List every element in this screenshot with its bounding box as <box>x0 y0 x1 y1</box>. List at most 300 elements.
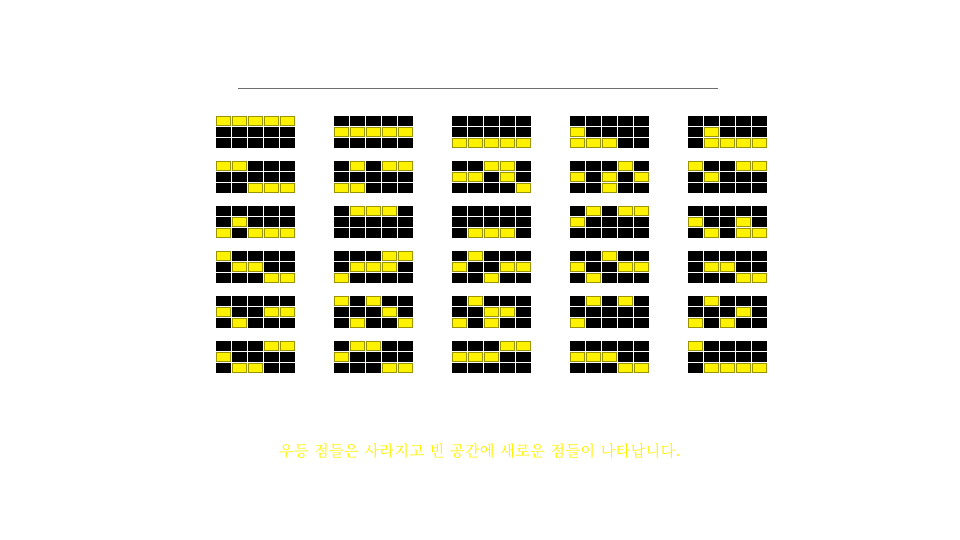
lit-cell <box>736 138 751 148</box>
dark-cell <box>366 251 381 261</box>
lit-cell <box>500 262 515 272</box>
dark-cell <box>516 318 531 328</box>
pattern-16 <box>216 251 296 284</box>
dark-cell <box>232 183 247 193</box>
lit-cell <box>468 228 483 238</box>
dark-cell <box>468 206 483 216</box>
pattern-11 <box>216 206 296 239</box>
lit-cell <box>618 206 633 216</box>
dark-cell <box>752 262 767 272</box>
lit-cell <box>484 161 499 171</box>
dark-cell <box>570 341 585 351</box>
dark-cell <box>586 217 601 227</box>
lit-cell <box>350 183 365 193</box>
lit-cell <box>752 138 767 148</box>
dark-cell <box>350 352 365 362</box>
dark-cell <box>280 217 295 227</box>
dark-cell <box>484 172 499 182</box>
dark-cell <box>366 352 381 362</box>
lit-cell <box>452 352 467 362</box>
dark-cell <box>468 161 483 171</box>
lit-cell <box>264 116 279 126</box>
dark-cell <box>248 318 263 328</box>
lit-cell <box>484 138 499 148</box>
lit-cell <box>752 161 767 171</box>
pattern-20 <box>688 251 768 284</box>
dark-cell <box>232 127 247 137</box>
pattern-4 <box>570 116 650 149</box>
dark-cell <box>452 251 467 261</box>
lit-cell <box>334 127 349 137</box>
lit-cell <box>602 352 617 362</box>
dark-cell <box>334 217 349 227</box>
dark-cell <box>704 341 719 351</box>
dark-cell <box>264 172 279 182</box>
lit-cell <box>350 341 365 351</box>
dark-cell <box>334 206 349 216</box>
dark-cell <box>248 161 263 171</box>
lit-cell <box>736 307 751 317</box>
dark-cell <box>398 262 413 272</box>
pattern-19 <box>570 251 650 284</box>
dark-cell <box>516 352 531 362</box>
lit-cell <box>216 307 231 317</box>
dark-cell <box>516 273 531 283</box>
dark-cell <box>736 183 751 193</box>
dark-cell <box>586 341 601 351</box>
dark-cell <box>570 296 585 306</box>
lit-cell <box>704 127 719 137</box>
lit-cell <box>232 116 247 126</box>
dark-cell <box>720 183 735 193</box>
dark-cell <box>398 172 413 182</box>
lit-cell <box>720 318 735 328</box>
dark-cell <box>398 273 413 283</box>
dark-cell <box>586 251 601 261</box>
dark-cell <box>280 251 295 261</box>
lit-cell <box>704 363 719 373</box>
dark-cell <box>720 172 735 182</box>
lit-cell <box>500 341 515 351</box>
dark-cell <box>264 161 279 171</box>
lit-cell <box>280 183 295 193</box>
lit-cell <box>570 127 585 137</box>
pattern-25 <box>688 296 768 329</box>
dark-cell <box>382 273 397 283</box>
dark-cell <box>704 307 719 317</box>
dark-cell <box>452 217 467 227</box>
dark-cell <box>704 183 719 193</box>
lit-cell <box>688 217 703 227</box>
dark-cell <box>468 307 483 317</box>
dark-cell <box>398 296 413 306</box>
dark-cell <box>688 228 703 238</box>
pattern-9 <box>570 161 650 194</box>
lit-cell <box>688 341 703 351</box>
dark-cell <box>484 251 499 261</box>
dark-cell <box>398 217 413 227</box>
dark-cell <box>452 341 467 351</box>
dark-cell <box>618 273 633 283</box>
dark-cell <box>586 363 601 373</box>
lit-cell <box>452 172 467 182</box>
lit-cell <box>382 161 397 171</box>
dark-cell <box>500 296 515 306</box>
dark-cell <box>366 228 381 238</box>
dark-cell <box>350 217 365 227</box>
dark-cell <box>688 183 703 193</box>
dark-cell <box>602 262 617 272</box>
dark-cell <box>484 116 499 126</box>
dark-cell <box>334 161 349 171</box>
dark-cell <box>586 161 601 171</box>
dark-cell <box>688 251 703 261</box>
lit-cell <box>634 363 649 373</box>
dark-cell <box>366 138 381 148</box>
lit-cell <box>720 363 735 373</box>
lit-cell <box>232 161 247 171</box>
pattern-28 <box>452 341 532 374</box>
dark-cell <box>618 341 633 351</box>
dark-cell <box>736 251 751 261</box>
dark-cell <box>618 183 633 193</box>
lit-cell <box>736 363 751 373</box>
pattern-18 <box>452 251 532 284</box>
dark-cell <box>752 116 767 126</box>
pattern-30 <box>688 341 768 374</box>
dark-cell <box>216 273 231 283</box>
dark-cell <box>752 206 767 216</box>
dark-cell <box>248 251 263 261</box>
lit-cell <box>334 273 349 283</box>
lit-cell <box>216 228 231 238</box>
dark-cell <box>334 116 349 126</box>
lit-cell <box>484 318 499 328</box>
dark-cell <box>634 341 649 351</box>
dark-cell <box>264 296 279 306</box>
dark-cell <box>602 307 617 317</box>
lit-cell <box>350 161 365 171</box>
dark-cell <box>736 116 751 126</box>
dark-cell <box>468 341 483 351</box>
dark-cell <box>216 262 231 272</box>
lit-cell <box>280 228 295 238</box>
lit-cell <box>350 206 365 216</box>
lit-cell <box>382 251 397 261</box>
lit-cell <box>570 318 585 328</box>
dark-cell <box>248 138 263 148</box>
dark-cell <box>280 352 295 362</box>
dark-cell <box>500 116 515 126</box>
lit-cell <box>570 138 585 148</box>
dark-cell <box>452 116 467 126</box>
dark-cell <box>516 116 531 126</box>
dark-cell <box>720 352 735 362</box>
lit-cell <box>248 228 263 238</box>
lit-cell <box>452 318 467 328</box>
dark-cell <box>280 127 295 137</box>
dark-cell <box>516 296 531 306</box>
dark-cell <box>602 228 617 238</box>
dark-cell <box>736 262 751 272</box>
lit-cell <box>232 363 247 373</box>
dark-cell <box>334 363 349 373</box>
lit-cell <box>516 183 531 193</box>
lit-cell <box>516 262 531 272</box>
dark-cell <box>586 307 601 317</box>
dark-cell <box>736 352 751 362</box>
dark-cell <box>752 296 767 306</box>
dark-cell <box>280 138 295 148</box>
dark-cell <box>350 228 365 238</box>
dark-cell <box>366 307 381 317</box>
dark-cell <box>334 228 349 238</box>
dark-cell <box>452 161 467 171</box>
dark-cell <box>752 318 767 328</box>
lit-cell <box>484 228 499 238</box>
dark-cell <box>452 363 467 373</box>
pattern-10 <box>688 161 768 194</box>
dark-cell <box>602 273 617 283</box>
pattern-3 <box>452 116 532 149</box>
dark-cell <box>570 228 585 238</box>
dark-cell <box>468 273 483 283</box>
pattern-15 <box>688 206 768 239</box>
dark-cell <box>280 206 295 216</box>
dark-cell <box>720 217 735 227</box>
lit-cell <box>452 262 467 272</box>
dark-cell <box>704 352 719 362</box>
dark-cell <box>500 127 515 137</box>
dark-cell <box>688 138 703 148</box>
dark-cell <box>334 172 349 182</box>
dark-cell <box>752 251 767 261</box>
lit-cell <box>688 318 703 328</box>
dark-cell <box>382 341 397 351</box>
dark-cell <box>752 341 767 351</box>
dark-cell <box>264 138 279 148</box>
dark-cell <box>570 183 585 193</box>
dark-cell <box>398 183 413 193</box>
pattern-24 <box>570 296 650 329</box>
dark-cell <box>484 183 499 193</box>
dark-cell <box>216 296 231 306</box>
dark-cell <box>264 206 279 216</box>
dark-cell <box>350 251 365 261</box>
dark-cell <box>500 251 515 261</box>
lit-cell <box>704 262 719 272</box>
lit-cell <box>398 251 413 261</box>
lit-cell <box>516 138 531 148</box>
lit-cell <box>468 172 483 182</box>
lit-cell <box>602 183 617 193</box>
lit-cell <box>618 161 633 171</box>
pattern-29 <box>570 341 650 374</box>
lit-cell <box>350 127 365 137</box>
dark-cell <box>720 307 735 317</box>
dark-cell <box>516 217 531 227</box>
lit-cell <box>366 341 381 351</box>
lit-cell <box>752 273 767 283</box>
dark-cell <box>500 363 515 373</box>
dark-cell <box>500 318 515 328</box>
pattern-6 <box>216 161 296 194</box>
dark-cell <box>350 363 365 373</box>
dark-cell <box>516 127 531 137</box>
dark-cell <box>570 251 585 261</box>
lit-cell <box>704 172 719 182</box>
dark-cell <box>736 172 751 182</box>
dark-cell <box>248 352 263 362</box>
dark-cell <box>752 172 767 182</box>
lit-cell <box>500 172 515 182</box>
dark-cell <box>248 127 263 137</box>
lit-cell <box>398 318 413 328</box>
dark-cell <box>516 363 531 373</box>
lit-cell <box>602 172 617 182</box>
pattern-5 <box>688 116 768 149</box>
dark-cell <box>232 138 247 148</box>
dark-cell <box>232 228 247 238</box>
lit-cell <box>688 161 703 171</box>
lit-cell <box>720 138 735 148</box>
dark-cell <box>602 206 617 216</box>
dark-cell <box>586 127 601 137</box>
dark-cell <box>586 228 601 238</box>
lit-cell <box>468 138 483 148</box>
lit-cell <box>382 307 397 317</box>
dark-cell <box>334 262 349 272</box>
lit-cell <box>216 251 231 261</box>
dark-cell <box>484 363 499 373</box>
lit-cell <box>570 262 585 272</box>
dark-cell <box>752 183 767 193</box>
dark-cell <box>586 116 601 126</box>
dark-cell <box>752 352 767 362</box>
dark-cell <box>382 116 397 126</box>
lit-cell <box>334 296 349 306</box>
dark-cell <box>570 161 585 171</box>
dark-cell <box>232 206 247 216</box>
pattern-7 <box>334 161 414 194</box>
lit-cell <box>248 183 263 193</box>
dark-cell <box>452 296 467 306</box>
lit-cell <box>280 116 295 126</box>
dark-cell <box>752 217 767 227</box>
lit-cell <box>280 341 295 351</box>
dark-cell <box>720 206 735 216</box>
lit-cell <box>618 296 633 306</box>
lit-cell <box>452 138 467 148</box>
lit-cell <box>704 228 719 238</box>
dark-cell <box>736 127 751 137</box>
dark-cell <box>570 273 585 283</box>
lit-cell <box>484 352 499 362</box>
lit-cell <box>350 262 365 272</box>
dark-cell <box>704 318 719 328</box>
dark-cell <box>618 318 633 328</box>
dark-cell <box>468 363 483 373</box>
lit-cell <box>366 262 381 272</box>
dark-cell <box>634 318 649 328</box>
dark-cell <box>452 206 467 216</box>
dark-cell <box>516 206 531 216</box>
dark-cell <box>382 217 397 227</box>
lit-cell <box>264 183 279 193</box>
lit-cell <box>586 138 601 148</box>
lit-cell <box>720 262 735 272</box>
dark-cell <box>602 318 617 328</box>
dark-cell <box>752 127 767 137</box>
dark-cell <box>586 183 601 193</box>
pattern-14 <box>570 206 650 239</box>
lit-cell <box>232 318 247 328</box>
dark-cell <box>232 172 247 182</box>
lit-cell <box>216 116 231 126</box>
dark-cell <box>484 127 499 137</box>
lit-cell <box>500 228 515 238</box>
dark-cell <box>704 206 719 216</box>
dark-cell <box>720 228 735 238</box>
dark-cell <box>516 172 531 182</box>
lit-cell <box>736 217 751 227</box>
dark-cell <box>634 273 649 283</box>
dark-cell <box>720 341 735 351</box>
dark-cell <box>398 352 413 362</box>
dark-cell <box>688 172 703 182</box>
lit-cell <box>468 296 483 306</box>
dark-cell <box>382 172 397 182</box>
dark-cell <box>500 273 515 283</box>
lit-cell <box>752 363 767 373</box>
dark-cell <box>334 138 349 148</box>
dark-cell <box>366 217 381 227</box>
dark-cell <box>602 161 617 171</box>
dark-cell <box>334 318 349 328</box>
lit-cell <box>264 273 279 283</box>
dark-cell <box>280 363 295 373</box>
lit-cell <box>382 262 397 272</box>
dark-cell <box>618 352 633 362</box>
lit-cell <box>586 296 601 306</box>
dark-cell <box>334 251 349 261</box>
lit-cell <box>280 307 295 317</box>
dark-cell <box>350 307 365 317</box>
dark-cell <box>704 116 719 126</box>
dark-cell <box>452 183 467 193</box>
lit-cell <box>704 138 719 148</box>
dark-cell <box>688 206 703 216</box>
dark-cell <box>688 296 703 306</box>
lit-cell <box>602 251 617 261</box>
lit-cell <box>216 352 231 362</box>
dark-cell <box>688 116 703 126</box>
lit-cell <box>500 138 515 148</box>
dark-cell <box>366 273 381 283</box>
dark-cell <box>216 318 231 328</box>
dark-cell <box>634 296 649 306</box>
dark-cell <box>248 217 263 227</box>
dark-cell <box>398 228 413 238</box>
dark-cell <box>484 206 499 216</box>
dark-cell <box>468 116 483 126</box>
dark-cell <box>618 172 633 182</box>
dark-cell <box>484 341 499 351</box>
dark-cell <box>280 296 295 306</box>
dark-cell <box>586 172 601 182</box>
dark-cell <box>264 262 279 272</box>
lit-cell <box>484 273 499 283</box>
